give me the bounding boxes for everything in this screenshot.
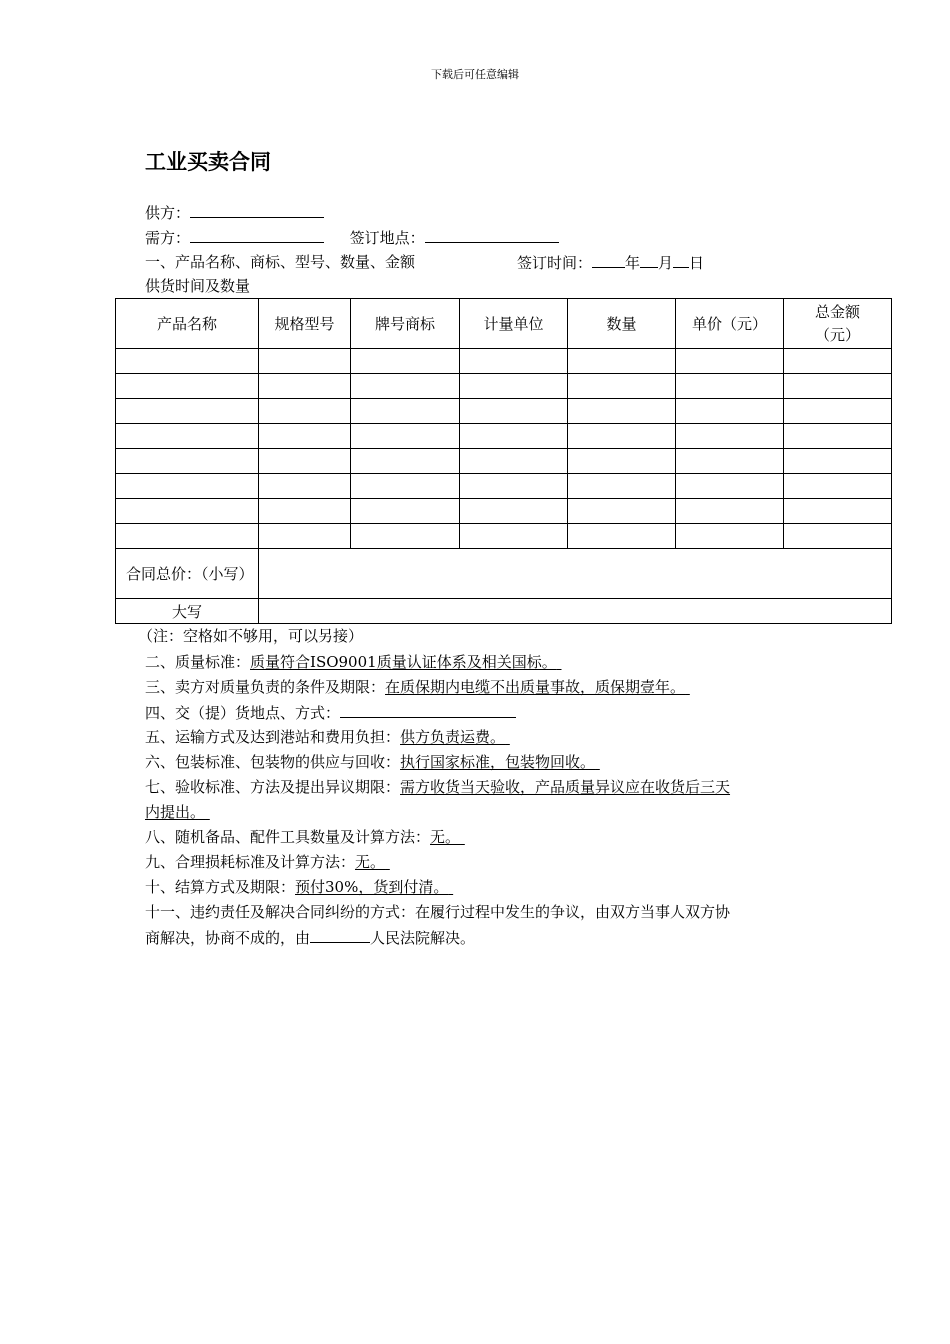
col-header: 数量 [568,299,676,349]
supplier-line [145,202,324,223]
clause-2 [145,652,561,672]
clause-10-label: 十、结算方式及期限： [145,878,296,896]
table-cell[interactable] [259,424,351,449]
table-cell[interactable] [351,399,460,424]
buyer-label: 需方： [145,229,191,247]
table-cell[interactable] [784,524,892,549]
clause-7 [145,777,730,797]
clause-11: 十一、违约责任及解决合同纠纷的方式：在履行过程中发生的争议，由双方当事人双方协 [145,903,731,921]
table-cell[interactable] [784,349,892,374]
clause-2-value: 质量符合ISO9001质量认证体系及相关国标。 [250,653,557,671]
clause-5-label: 五、运输方式及达到港站和费用负担： [145,728,401,746]
table-cell[interactable] [460,474,568,499]
table-row [116,349,892,374]
table-cell[interactable] [676,474,784,499]
table-cell[interactable] [116,374,259,399]
table-cell[interactable] [784,474,892,499]
section1-line [145,252,415,272]
clause-2-label: 二、质量标准： [145,653,251,671]
table-cell[interactable] [676,449,784,474]
table-cell[interactable] [784,374,892,399]
total-price-label: 合同总价：（小写） [116,549,259,599]
buyer-blank[interactable] [190,227,324,243]
day-blank[interactable] [673,252,689,268]
clause-4-label: 四、交（提）货地点、方式： [145,704,341,722]
table-cell[interactable] [460,524,568,549]
table-cell[interactable] [676,349,784,374]
uppercase-value[interactable] [259,599,892,624]
col-header: 总金额（元） [784,299,892,349]
clause-5-value: 供方负责运费。 [400,728,506,746]
col-header: 产品名称 [116,299,259,349]
table-cell[interactable] [460,424,568,449]
clause-10-value: 预付30%，货到付清。 [295,878,449,896]
sign-place-label: 签订地点： [349,229,425,247]
sign-time-line [517,252,704,273]
col-header: 牌号商标 [351,299,460,349]
table-cell[interactable] [259,399,351,424]
table-note: （注：空格如不够用，可以另接） [138,627,364,645]
year-blank[interactable] [592,252,625,268]
table-cell[interactable] [259,449,351,474]
table-cell[interactable] [116,524,259,549]
clause-3 [145,677,690,697]
table-cell[interactable] [351,499,460,524]
table-cell[interactable] [351,424,460,449]
section1-label: 一、产品名称、商标、型号、数量、金额 [145,253,416,271]
uppercase-label: 大写 [116,599,259,624]
clause-3-value: 在质保期内电缆不出质量事故，质保期壹年。 [385,678,686,696]
month-blank[interactable] [640,252,658,268]
delivery-place-blank[interactable] [340,702,516,718]
month-label: 月 [658,254,674,272]
table-header-row [116,299,892,349]
table-cell[interactable] [676,399,784,424]
clause-11-text-b: 人民法院解决。 [370,929,476,947]
table-cell[interactable] [568,374,676,399]
table-cell[interactable] [116,474,259,499]
table-cell[interactable] [784,399,892,424]
clause-9-label: 九、合理损耗标准及计算方法： [145,853,356,871]
table-cell[interactable] [460,399,568,424]
page-title: 工业买卖合同 [145,150,271,174]
table-cell[interactable] [568,349,676,374]
table-cell[interactable] [568,474,676,499]
sign-place-blank[interactable] [425,227,559,243]
table-cell[interactable] [259,474,351,499]
table-cell[interactable] [460,449,568,474]
section1-cont: 供货时间及数量 [145,277,251,295]
table-cell[interactable] [568,449,676,474]
table-cell[interactable] [116,349,259,374]
clause-11-cont [145,927,475,948]
table-cell[interactable] [116,399,259,424]
sign-time-label: 签订时间： [517,254,593,272]
table-cell[interactable] [259,524,351,549]
table-cell[interactable] [676,374,784,399]
court-blank[interactable] [310,927,370,943]
clause-7-value: 需方收货当天验收，产品质量异议应在收货后三天 [400,778,731,796]
table-cell[interactable] [259,349,351,374]
uppercase-row [116,599,892,624]
table-row [116,424,892,449]
clause-8-value: 无。 [430,828,461,846]
table-cell[interactable] [568,399,676,424]
table-row [116,499,892,524]
table-cell[interactable] [784,424,892,449]
table-cell[interactable] [460,374,568,399]
supplier-label: 供方： [145,204,191,222]
clause-4 [145,702,516,723]
table-cell[interactable] [676,424,784,449]
clause-6-value: 执行国家标准，包装物回收。 [400,753,596,771]
total-price-value[interactable] [259,549,892,599]
table-cell[interactable] [351,449,460,474]
table-cell[interactable] [259,374,351,399]
clause-6-label: 六、包装标准、包装物的供应与回收： [145,753,401,771]
table-cell[interactable] [116,499,259,524]
clause-3-label: 三、卖方对质量负责的条件及期限： [145,678,386,696]
table-row [116,524,892,549]
table-cell[interactable] [460,349,568,374]
buyer-line [145,227,559,248]
table-row [116,399,892,424]
table-row [116,374,892,399]
table-cell[interactable] [676,499,784,524]
table-cell[interactable] [351,374,460,399]
table-cell[interactable] [259,499,351,524]
clause-8 [145,827,465,847]
clause-5 [145,727,510,747]
total-price-row [116,549,892,599]
table-cell[interactable] [784,449,892,474]
col-header: 计量单位 [460,299,568,349]
clause-11-text-a: 商解决，协商不成的，由 [145,929,311,947]
day-label: 日 [689,254,705,272]
clause-9 [145,852,390,872]
col-header: 单价（元） [676,299,784,349]
table-cell[interactable] [568,499,676,524]
clause-8-label: 八、随机备品、配件工具数量及计算方法： [145,828,431,846]
items-table [115,298,892,624]
col-header: 规格型号 [259,299,351,349]
clause-7-cont [145,802,210,822]
year-label: 年 [625,254,641,272]
table-row [116,449,892,474]
table-cell[interactable] [351,349,460,374]
header-note: 下载后可任意编辑 [431,68,519,81]
table-cell[interactable] [568,524,676,549]
clause-10 [145,877,453,897]
clause-6 [145,752,600,772]
table-cell[interactable] [568,424,676,449]
table-cell[interactable] [460,499,568,524]
table-cell[interactable] [351,474,460,499]
table-row [116,474,892,499]
clause-7-label: 七、验收标准、方法及提出异议期限： [145,778,401,796]
table-cell[interactable] [116,424,259,449]
clause-9-value: 无。 [355,853,386,871]
clause-7-value-cont: 内提出。 [145,803,206,821]
table-cell[interactable] [676,524,784,549]
table-cell[interactable] [351,524,460,549]
supplier-blank[interactable] [190,202,324,218]
table-cell[interactable] [784,499,892,524]
table-cell[interactable] [116,449,259,474]
